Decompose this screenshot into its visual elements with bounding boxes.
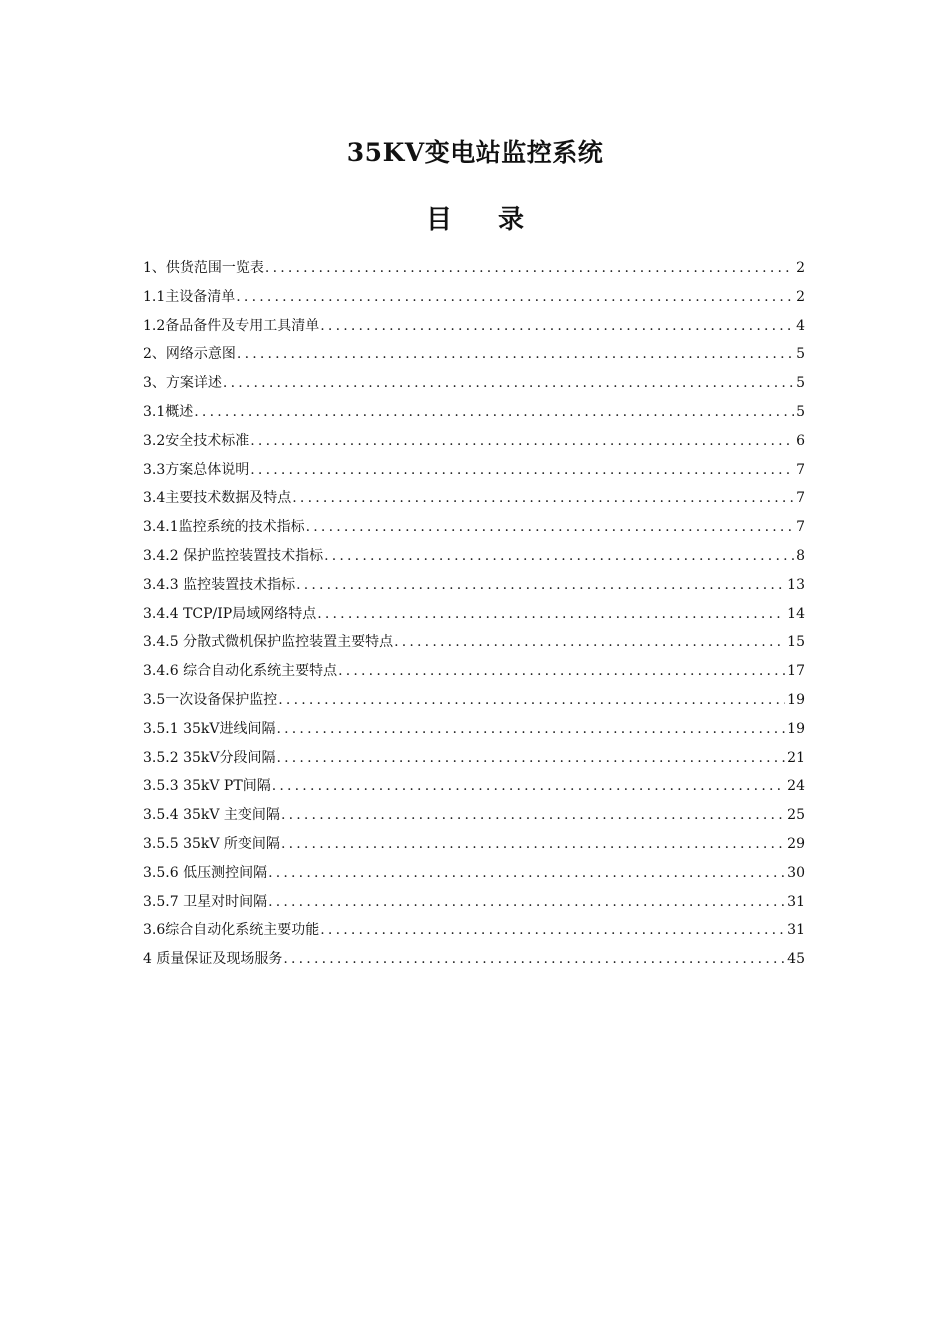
toc-dot-leader: [194, 398, 794, 427]
toc-entry-page-number[interactable]: 15: [787, 634, 805, 651]
toc-entry-label[interactable]: 3.4.1监控系统的技术指标: [143, 519, 305, 536]
toc-entry-label[interactable]: 3.4.2 保护监控装置技术指标: [143, 547, 324, 564]
toc-entry-label[interactable]: 1.2备品备件及专用工具清单: [143, 317, 320, 334]
toc-entry-page-number[interactable]: 8: [796, 547, 805, 564]
toc-entry[interactable]: [143, 600, 805, 629]
toc-entry-label[interactable]: 1、供货范围一览表: [143, 260, 264, 276]
toc-entry[interactable]: [143, 859, 805, 888]
toc-entry[interactable]: [143, 398, 805, 427]
toc-entry[interactable]: [143, 513, 805, 542]
toc-entry[interactable]: [143, 456, 805, 485]
toc-entry-label[interactable]: 3.5.5 35kV 所变间隔: [143, 835, 280, 852]
toc-entry[interactable]: [143, 715, 805, 744]
toc-entry-label[interactable]: 3.1概述: [143, 403, 194, 420]
toc-entry[interactable]: [143, 254, 805, 283]
toc-heading-char-1: 目: [425, 205, 452, 235]
toc-entry-page-number[interactable]: 25: [787, 807, 805, 824]
toc-entry-label[interactable]: 3.6综合自动化系统主要功能: [143, 922, 320, 939]
toc-entry[interactable]: [143, 484, 805, 513]
toc-entry[interactable]: [143, 283, 805, 312]
toc-entry-label[interactable]: 4 质量保证及现场服务: [143, 951, 283, 968]
toc-entry-label[interactable]: 3.5一次设备保护监控: [143, 691, 278, 708]
toc-entry-page-number[interactable]: 29: [787, 835, 805, 852]
toc-dot-leader: [223, 369, 794, 398]
toc-dot-leader: [276, 715, 785, 744]
toc-entry[interactable]: [143, 369, 805, 398]
toc-entry-label[interactable]: 3.5.3 35kV PT间隔: [143, 778, 271, 795]
toc-entry[interactable]: [143, 945, 805, 974]
toc-dot-leader: [237, 340, 794, 369]
toc-dot-leader: [250, 427, 794, 456]
toc-entry-label[interactable]: 2、网络示意图: [143, 346, 236, 363]
toc-entry-label[interactable]: 3.4.4 TCP/IP局域网络特点: [143, 605, 317, 622]
toc-entry-page-number[interactable]: 7: [796, 519, 805, 536]
toc-entry-page-number[interactable]: 13: [787, 576, 805, 593]
toc-entry-page-number[interactable]: 30: [787, 864, 805, 881]
toc-dot-leader: [278, 686, 785, 715]
toc-entry-label[interactable]: 3、方案详述: [143, 375, 222, 392]
toc-dot-leader: [306, 513, 794, 542]
toc-dot-leader: [320, 916, 785, 945]
toc-entry[interactable]: [143, 340, 805, 369]
toc-entry[interactable]: [143, 916, 805, 945]
toc-dot-leader: [338, 657, 785, 686]
toc-entry-page-number[interactable]: 14: [787, 605, 805, 622]
toc-dot-leader: [320, 312, 794, 341]
toc-entry-page-number[interactable]: 31: [787, 922, 805, 939]
toc-entry-label[interactable]: 3.3方案总体说明: [143, 461, 250, 478]
toc-entry[interactable]: [143, 427, 805, 456]
toc-entry-page-number[interactable]: 6: [796, 432, 805, 449]
toc-heading: [0, 200, 950, 240]
document-title: 35KV变电站监控系统: [346, 138, 604, 167]
toc-entry-label[interactable]: 3.5.6 低压测控间隔: [143, 864, 268, 881]
toc-dot-leader: [268, 859, 785, 888]
toc-entry-page-number[interactable]: 17: [787, 663, 805, 680]
toc-entry[interactable]: [143, 686, 805, 715]
toc-dot-leader: [296, 571, 785, 600]
toc-entry-label[interactable]: 1.1主设备清单: [143, 288, 236, 305]
toc-entry-label[interactable]: 3.4.6 综合自动化系统主要特点: [143, 663, 338, 680]
toc-entry-page-number[interactable]: 31: [787, 893, 805, 910]
toc-entry-label[interactable]: 3.4.5 分散式微机保护监控装置主要特点: [143, 634, 394, 651]
toc-entry-page-number[interactable]: 19: [787, 720, 805, 737]
toc-entry[interactable]: [143, 744, 805, 773]
toc-entry-page-number[interactable]: 45: [787, 951, 805, 968]
toc-dot-leader: [324, 542, 794, 571]
table-of-contents: [143, 254, 805, 974]
toc-dot-leader: [272, 772, 785, 801]
toc-entry[interactable]: [143, 801, 805, 830]
toc-dot-leader: [281, 801, 785, 830]
toc-entry[interactable]: [143, 571, 805, 600]
toc-entry-label[interactable]: 3.5.2 35kV分段间隔: [143, 749, 276, 766]
toc-dot-leader: [250, 456, 794, 485]
toc-entry[interactable]: [143, 628, 805, 657]
toc-entry-page-number[interactable]: 5: [796, 346, 805, 363]
toc-entry[interactable]: [143, 772, 805, 801]
toc-entry[interactable]: [143, 830, 805, 859]
toc-entry-label[interactable]: 3.4.3 监控装置技术指标: [143, 576, 296, 593]
toc-entry-page-number[interactable]: 19: [787, 691, 805, 708]
toc-entry[interactable]: [143, 542, 805, 571]
toc-entry[interactable]: [143, 312, 805, 341]
toc-entry-page-number[interactable]: 5: [796, 375, 805, 392]
toc-entry-label[interactable]: 3.5.4 35kV 主变间隔: [143, 807, 280, 824]
toc-entry-label[interactable]: 3.2安全技术标准: [143, 432, 250, 449]
toc-dot-leader: [281, 830, 785, 859]
toc-heading-char-2: 录: [498, 205, 525, 235]
toc-entry-page-number[interactable]: 2: [796, 288, 805, 305]
toc-entry-label[interactable]: 3.5.1 35kV进线间隔: [143, 720, 276, 737]
toc-entry[interactable]: [143, 888, 805, 917]
toc-entry-page-number[interactable]: 7: [796, 490, 805, 507]
toc-dot-leader: [317, 600, 785, 629]
toc-entry-page-number[interactable]: 24: [787, 778, 805, 795]
toc-dot-leader: [236, 283, 794, 312]
toc-dot-leader: [292, 484, 794, 513]
toc-dot-leader: [268, 888, 785, 917]
toc-entry[interactable]: [143, 657, 805, 686]
toc-entry-page-number[interactable]: 5: [796, 403, 805, 420]
toc-dot-leader: [276, 744, 785, 773]
toc-entry-page-number[interactable]: 21: [787, 749, 805, 766]
toc-entry-page-number[interactable]: 2: [796, 260, 805, 276]
toc-dot-leader: [394, 628, 785, 657]
toc-entry-label[interactable]: 3.4主要技术数据及特点: [143, 490, 292, 507]
toc-dot-leader: [283, 945, 785, 974]
toc-entry-page-number[interactable]: 7: [796, 461, 805, 478]
toc-dot-leader: [265, 254, 794, 283]
toc-entry-label[interactable]: 3.5.7 卫星对时间隔: [143, 893, 268, 910]
toc-entry-page-number[interactable]: 4: [796, 317, 805, 334]
